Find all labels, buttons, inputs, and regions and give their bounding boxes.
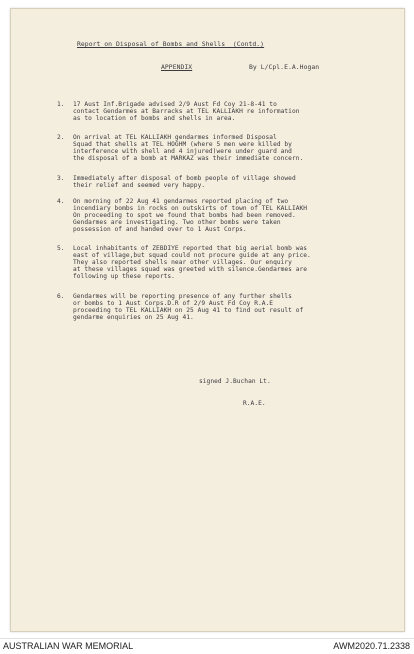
paragraph-number: 4. (57, 198, 65, 205)
footer-accession-number: AWM2020.71.2338 (333, 641, 410, 651)
paragraph-1-line-3: as to location of bombs and shells in area. (73, 115, 236, 122)
paragraph-2-line-3: interference with shell and 4 injured)were under guard and (73, 148, 292, 155)
paragraph-5-line-4: at these villages squad was greeted with silence.Gendarmes are (73, 266, 308, 273)
paragraph-3-line-1: Immediately after disposal of bomb people of village showed (73, 175, 296, 182)
paragraph-5-line-1: Local inhabitants of ZEBDIYE reported that big aerial bomb was (73, 245, 308, 252)
paragraph-2-line-4: the disposal of a bomb at MARKAZ was their immediate concern. (73, 155, 304, 162)
paragraph-number: 6. (57, 293, 65, 300)
author-line: By L/Cpl.E.A.Hogan (249, 63, 320, 71)
paragraph-number: 1. (57, 101, 65, 108)
paragraph-4-line-4: Gendarmes are investigating. Two other bombs were taken (73, 219, 281, 226)
paragraph-4-line-1: On morning of 22 Aug 41 gendarmes reported placing of two (73, 198, 289, 205)
unit-line: R.A.E. (243, 400, 266, 407)
footer-institution: AUSTRALIAN WAR MEMORIAL (3, 641, 134, 651)
document-page (10, 8, 405, 632)
paragraph-2-line-2: Squad that shells at TEL HOGHM (where 5 men were killed by (73, 141, 292, 148)
appendix-heading: APPENDIX (161, 63, 193, 71)
paragraph-1-line-2: contact Gendarmes at Barracks at TEL KALLIAKH re information (73, 108, 300, 115)
paragraph-2-line-1: On arrival at TEL KALLIAKH gendarmes informed Disposal (73, 134, 277, 141)
paragraph-number: 2. (57, 134, 65, 141)
paragraph-5-line-3: They also reported shells near other villages. Our enquiry (73, 259, 292, 266)
paragraph-6-line-1: Gendarmes will be reporting presence of any further shells (73, 293, 292, 300)
paragraph-6-line-4: gendarme enquiries on 25 Aug 41. (73, 314, 194, 321)
paragraph-5-line-5: following up these reports. (73, 273, 175, 280)
paragraph-3-line-2: their relief and seemed very happy. (73, 182, 206, 189)
report-title: Report on Disposal of Bombs and Shells (Contd.) (77, 40, 265, 48)
paragraph-number: 5. (57, 245, 65, 252)
paragraph-1-line-1: 17 Aust Inf.Brigade advised 2/9 Aust Fd Coy 21-8-41 to (73, 101, 277, 108)
footer-bar (0, 638, 414, 654)
paragraph-5-line-2: east of village,but squad could not procure guide at any price. (73, 252, 311, 259)
paragraph-4-line-5: possession of and handed over to 1 Aust Corps. (73, 226, 247, 233)
paragraph-number: 3. (57, 175, 65, 182)
signature-line: signed J.Buchan Lt. (199, 378, 271, 385)
paragraph-4-line-2: incendiary bombs in rocks on outskirts of town of TEL KALLIAKH (73, 205, 308, 212)
paragraph-6-line-2: or bombs to 1 Aust Corps.D.R of 2/9 Aust Fd Coy R.A.E (73, 300, 274, 307)
paragraph-6-line-3: proceeding to TEL KALLIAKH on 25 Aug 41 to find out result of (73, 307, 304, 314)
paragraph-4-line-3: On proceeding to spot we found that bombs had been removed. (73, 212, 296, 219)
